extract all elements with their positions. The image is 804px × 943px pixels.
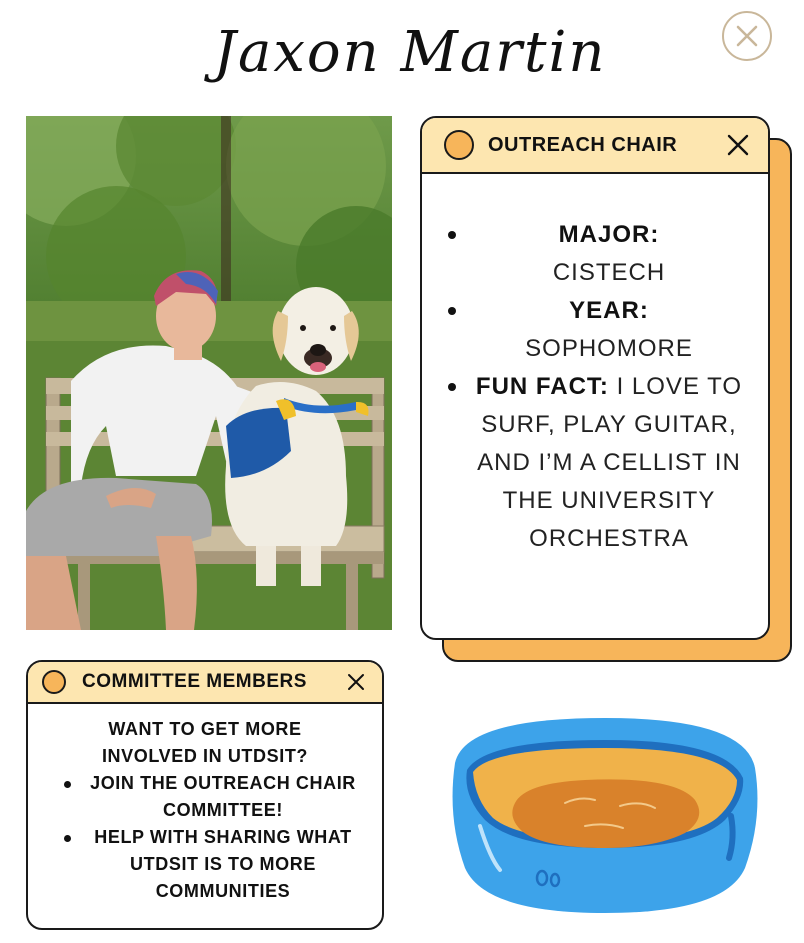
close-icon — [347, 673, 365, 691]
profile-photo — [26, 116, 392, 630]
info-list — [28, 770, 382, 905]
intro-text: WANT TO GET MORE INVOLVED IN UTDSIT? — [101, 719, 309, 766]
window-title: OUTREACH CHAIR — [488, 133, 678, 156]
close-icon — [727, 134, 749, 156]
field-value: I LOVE TO SURF, PLAY GUITAR, AND I’M A CELLIST IN THE UNIVERSITY ORCHESTRA — [477, 373, 743, 552]
close-icon — [735, 24, 759, 48]
field-value: SOPHOMORE — [525, 335, 693, 362]
list-item: JOIN THE OUTREACH CHAIR COMMITTEE! — [28, 770, 382, 824]
committee-members-window — [26, 660, 384, 930]
field-label: FUN FACT: — [475, 373, 609, 400]
info-list — [422, 216, 768, 558]
window-title: COMMITTEE MEMBERS — [82, 671, 307, 692]
field-label: MAJOR: — [558, 221, 660, 248]
window-titlebar — [28, 662, 382, 704]
committee-content — [28, 716, 382, 905]
field-value: CISTECH — [552, 259, 666, 286]
dog-bed-icon — [445, 708, 765, 918]
dog-bed-illustration — [445, 708, 765, 918]
list-item: HELP WITH SHARING WHAT UTDSIT IS TO MORE COMMUNITIES — [28, 824, 382, 905]
window-close-button[interactable] — [344, 670, 368, 694]
field-label: YEAR: — [569, 297, 649, 324]
window-dot-icon — [42, 670, 66, 694]
window-titlebar — [422, 118, 768, 174]
page-title: Jaxon Martin — [213, 20, 607, 85]
close-button[interactable] — [722, 11, 772, 61]
window-close-button[interactable] — [724, 131, 752, 159]
list-item — [422, 368, 768, 558]
window-frame — [420, 116, 770, 640]
window-dot-icon — [444, 130, 474, 160]
person-with-dog-icon — [26, 116, 392, 630]
outreach-chair-window — [420, 116, 792, 662]
list-item — [422, 216, 768, 292]
list-item — [422, 292, 768, 368]
